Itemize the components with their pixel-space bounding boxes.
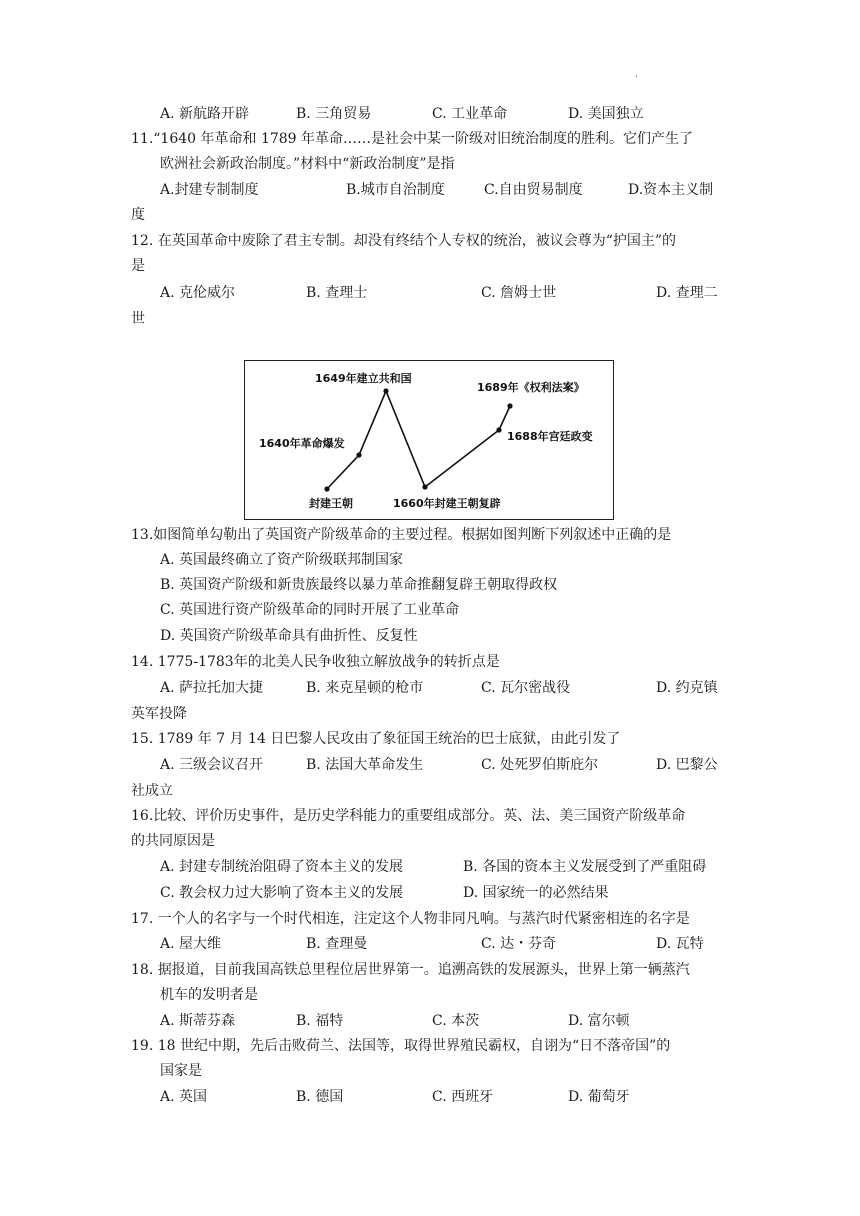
label-1689: 1689年《权利法案》: [477, 381, 585, 394]
option-a: A. 新航路开辟: [160, 106, 250, 122]
option-a: A. 屋大维: [160, 936, 222, 952]
point-1640: [356, 452, 361, 457]
question-stem: 19. 18 世纪中期，先后击败荷兰、法国等，取得世界殖民霸权，自诩为“日不落帝国”的: [131, 1038, 671, 1054]
question-stem-cont: 是: [131, 258, 145, 274]
option-a: A. 三级会议召开: [160, 757, 264, 773]
option-b: B. 查理士: [306, 285, 368, 301]
option-wrap: 度: [131, 207, 145, 223]
option-d: D. 英国资产阶级革命具有曲折性、反复性: [160, 628, 418, 644]
header-mark: ·: [635, 72, 639, 83]
option-c: C. 教会权力过大影响了资本主义的发展: [160, 885, 404, 901]
option-d: D. 国家统一的必然结果: [463, 885, 609, 901]
question-stem: 12. 在英国革命中废除了君主专制。却没有终结个人专权的统治，被议会尊为“护国主”的: [131, 233, 677, 249]
label-1649: 1649年建立共和国: [315, 372, 412, 385]
option-c: C. 瓦尔密战役: [481, 680, 571, 696]
question-stem: 17. 一个人的名字与一个时代相连，注定这个人物非同凡响。与蒸汽时代紧密相连的名字是: [131, 911, 690, 927]
label-1640: 1640年革命爆发: [259, 437, 345, 450]
question-stem: 16.比较、评价历史事件，是历史学科能力的重要组成部分。英、法、美三国资产阶级革命: [131, 808, 686, 824]
label-1688: 1688年宫廷政变: [507, 430, 593, 443]
option-b: B. 英国资产阶级和新贵族最终以暴力革命推翻复辟王朝取得政权: [160, 577, 558, 593]
option-a: A.封建专制制度: [160, 182, 259, 198]
option-d: D. 查理二: [656, 285, 718, 301]
option-a: A. 斯蒂芬森: [160, 1013, 236, 1029]
question-stem: 11.“1640 年革命和 1789 年革命……是社会中某一阶级对旧统治制度的胜利。它们产生了: [131, 131, 694, 147]
option-c: C. 英国进行资产阶级革命的同时开展了工业革命: [160, 602, 460, 618]
option-a: A. 英国最终确立了资产阶级联邦制国家: [160, 552, 404, 568]
option-c: C. 詹姆士世: [481, 285, 557, 301]
option-b: B.城市自治制度: [346, 182, 445, 198]
option-b: B. 来克星顿的枪市: [306, 680, 424, 696]
option-wrap: 英军投降: [131, 706, 187, 722]
question-stem-cont: 国家是: [160, 1063, 202, 1079]
label-1660: 1660年封建王朝复辟: [393, 497, 501, 510]
option-wrap: 世: [131, 311, 145, 327]
option-d: D. 巴黎公: [656, 757, 718, 773]
option-b: B. 德国: [296, 1089, 344, 1105]
option-d: D. 约克镇: [656, 680, 718, 696]
option-a: A. 萨拉托加大捷: [160, 680, 264, 696]
question-stem: 13.如图简单勾勒出了英国资产阶级革命的主要过程。根据如图判断下列叙述中正确的是: [131, 527, 672, 543]
option-c: C.自由贸易制度: [484, 182, 583, 198]
option-c: C. 本茨: [432, 1013, 480, 1029]
process-line-diagram: [245, 361, 613, 519]
question-stem: 14. 1775-1783年的北美人民争收独立解放战争的转折点是: [131, 654, 500, 670]
point-1688: [496, 427, 501, 432]
question-stem-cont: 的共同原因是: [131, 833, 215, 849]
option-c: C. 处死罗伯斯庇尔: [481, 757, 599, 773]
option-d: D. 葡萄牙: [568, 1089, 630, 1105]
option-c: C. 西班牙: [432, 1089, 494, 1105]
question-stem: 15. 1789 年 7 月 14 日巴黎人民攻由了象征国王统治的巴士底狱，由此引发了: [131, 731, 621, 747]
revolution-process-figure: [244, 360, 614, 520]
point-1649: [383, 388, 388, 393]
point-1689: [507, 403, 512, 408]
question-stem: 18. 据报道，目前我国高铁总里程位居世界第一。追溯高铁的发展源头，世界上第一辆蒸汽: [131, 962, 690, 978]
option-b: B. 查理曼: [306, 936, 368, 952]
option-b: B. 福特: [296, 1013, 344, 1029]
question-stem-cont: 欧洲社会新政治制度。”材料中“新政治制度”是指: [160, 156, 455, 172]
option-c: C. 工业革命: [432, 106, 508, 122]
process-line: [327, 391, 510, 489]
option-b: B. 法国大革命发生: [306, 757, 424, 773]
label-feudal: 封建王朝: [309, 497, 353, 510]
option-wrap: 社成立: [131, 783, 173, 799]
option-b: B. 各国的资本主义发展受到了严重阻碍: [463, 859, 707, 875]
option-d: D. 瓦特: [656, 936, 704, 952]
option-a: A. 封建专制统治阻碍了资本主义的发展: [160, 859, 404, 875]
point-1660: [422, 484, 427, 489]
option-d: D.资本主义制: [628, 182, 714, 198]
question-stem-cont: 机车的发明者是: [160, 987, 258, 1003]
option-d: D. 美国独立: [568, 106, 644, 122]
option-b: B. 三角贸易: [296, 106, 372, 122]
option-d: D. 富尔顿: [568, 1013, 630, 1029]
option-a: A. 英国: [160, 1089, 208, 1105]
option-a: A. 克伦威尔: [160, 285, 236, 301]
point-feudal: [324, 486, 329, 491]
option-c: C. 达・芬奇: [481, 936, 557, 952]
